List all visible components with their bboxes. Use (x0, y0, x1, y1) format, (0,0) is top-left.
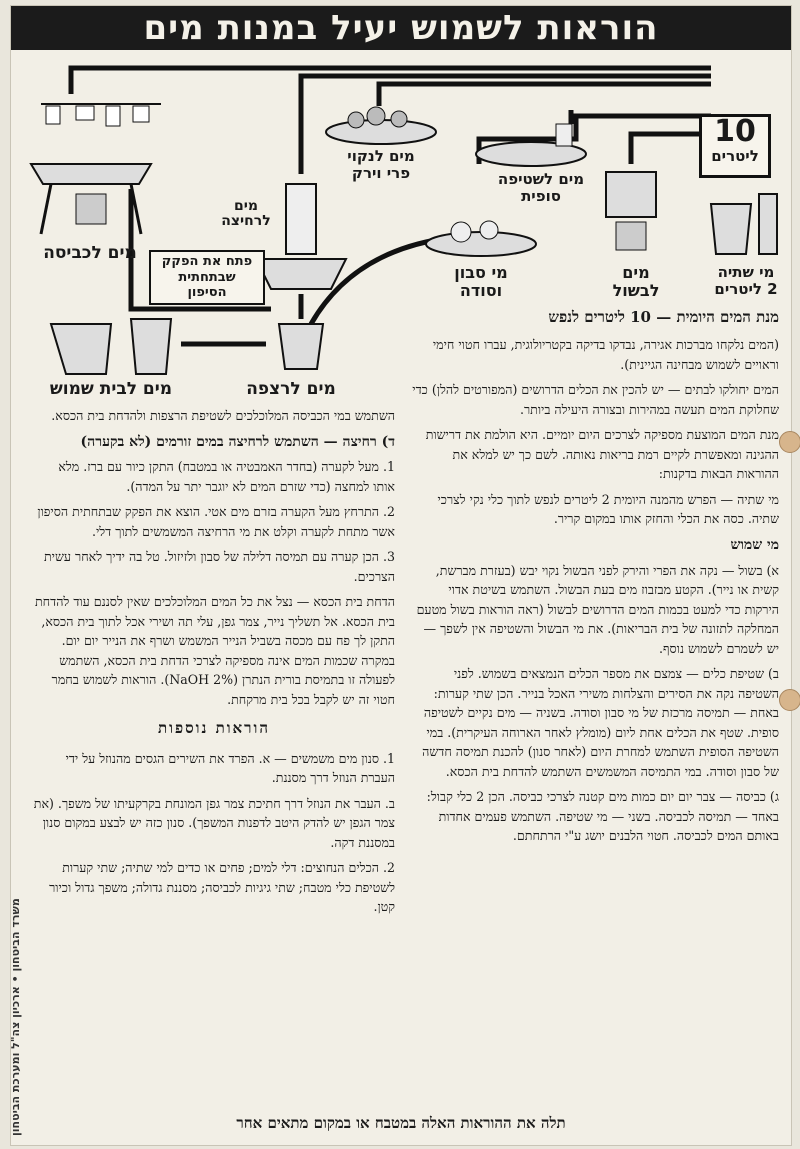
drinking-bottle (759, 194, 777, 254)
ten-liters-box (699, 114, 771, 178)
toilet-bowl (51, 324, 111, 374)
binder-hole (779, 689, 800, 711)
extra-instruction-2: 2. הכלים הנחוצים: דלי למים; פחים או כדים למי שתיה; שתי קערות לשטיפת כלי מטבח; שתי גיגיות לכביסה; מסננת גדולה; משפך גדול וכיור קטן. (49, 860, 395, 915)
sufficiency-paragraph: מנת המים המוצעת מספיקה לצרכים היום יומיים. היא הולמת את דרישות ההגינה ומאפשרת לקיים רמת בריאות נאותה. לשם כך יש למלא את ההוראות הבאות בדקנות: (425, 427, 779, 482)
toilet-flush-paragraph: הדחת בית הכסא — נצל את כל המים המלוכלכים שאין לסננם עוד להדחת בית הכסא. אל תשליך נייר, צמר גפן, עלי תה ושירי אכל לתוך בית הכסא, התקן לך פח עם מכסה בשביל הנייר המשמש ושרף את הנייר יום יום. במקרה שכמות המים אינה מספיקה לצרכי הדחת בית הכסא, השתמש לפעולה זו בתמיסת בורית הנתרן (2% NaOH). הוראות לשמוש בחמר חטוי זה יש לקבל בכל בית מרקחת. (35, 594, 395, 707)
extra-instruction-1: 1. סנון מים משמשים — א. הפרד את השירים הגסים מהנוזל על ידי העברת הנוזל דרך מסננת. (65, 750, 395, 786)
label-drinking: מי שתיה 2 ליטרים (714, 263, 778, 298)
label-floor: מים לרצפה (246, 379, 336, 399)
right-column (411, 306, 779, 852)
cooking-paragraph: א) בשול — נקה את הפרי והירק לפני הבשול נקוי יבש (בעזרת מברשת, קשית או נייר). הקטע מבזבוז מים בעת הבשול. השתמש בשיטת אדוי הירקות כדי למעט בכמות המים הדרושים לבשול (ראה הוראות בשול מטעם המחלקה לתזונה של בית הבריאות). את מי הבשול והשטיפה אין לשפך — יש לשמרם לשמוש נוסף. (416, 562, 779, 656)
label-washing: מים לרחיצה (221, 198, 271, 230)
pipe-to-laundry-line (71, 68, 711, 94)
label-rinsing: מים לשטיפה סופית (497, 170, 585, 205)
document-page (10, 5, 792, 1146)
cooking-pot (606, 172, 656, 217)
laundry-stove (76, 194, 106, 224)
soap-bowl (426, 232, 536, 256)
laundry-paragraph: ג) כביסה — צבר יום יום כמות מים קטנה לצרכי כביסה. הכן 2 כלי קבול: באחד — תמיסה לכביסה. בשני — מי שטיפה. השתמש פעמים אחדות באותם המים לכביסה. חטוי הלבנים יושג ע"י הרתחתם. (426, 789, 779, 844)
left-column (33, 406, 395, 923)
laundry-item-1 (46, 106, 60, 124)
ten-liters-unit: ליטרים (711, 147, 759, 165)
dishes-paragraph: ב) שטיפת כלים — צמצם את מספר הכלים הנמצאים בשמוש. לפני השטיפה נקה את הסירים והצלחות משירי האכל בנייר. הכן שתי קערות: באחת — תמיסה מרכזת של מי סבון וסודה. בשניה — מים נקיים לשטיפה סופית. שטף את הכלים אחת ליום (מומלץ לאחר הארוחה העיקרית). במי השטיפה הסופית השתמש למחרת היום (לאחר סנון) להכנת תמיסה חדשה של סבון וסודה. במי התמיסה המשמשים השתמש להדחת בית הכסא. (422, 666, 779, 779)
label-cooking: מים לבשול (612, 263, 660, 300)
label-produce: מים לנקוי פרי וירק (347, 147, 415, 182)
wash-basin (256, 259, 346, 289)
washing-step-1: 1. מעל לקערה (בחדר האמבטיה או במטבח) התקן כיור עם ברז. מלא אותו למחצה (כדי שזרם המים לא יוגבר יתר על המדה). (58, 459, 395, 494)
water-container (286, 184, 316, 254)
laundry-item-3 (106, 106, 120, 126)
daily-ration-text: (המים נלקחו מברכות אגירה, נבדקו בדיקה בקטריולוגית, עברו חטוי חימי וראויים לשמוש מבחינה הגיינית). (432, 337, 779, 372)
pipe-to-produce-line (379, 84, 711, 106)
drinking-paragraph: מי שתיה — הפרש מהמנה היומית 2 ליטרים לנפש לתוך כלי נקי לצרכי שתיה. כסה את הכלי והחזק אותו במקום קריר. (437, 491, 779, 527)
footer-instruction: תלה את ההוראות האלה במטבח או במקום מתאים אחר (236, 1114, 566, 1132)
washing-step-2: 2. התרחץ מעל הקערה בזרם מים אטי. הוצא את הפקק שבתחתית הסיפון אשר מתחת לקערה וקלט את מי הרחיצה המשמשים לתוך דלי. (37, 504, 395, 539)
washing-heading: ד) רחיצה — השתמש לרחיצה במים זורמים (לא בקערה) (80, 433, 395, 450)
laundry-tail-paragraph: השתמש במי הכביסה המלוכלכים לשטיפת הרצפות ולהדחת בית הכסא. (51, 408, 395, 423)
archive-side-text: משרד הביטחון • ארכיון צה"ל ומערכת הביטחון (9, 898, 22, 1136)
label-soap: מי סבון וסודה (454, 263, 508, 300)
siphon-callout: פתח את הפקק שבתחתית הסיפון (149, 250, 265, 305)
drinking-jug (711, 204, 751, 254)
laundry-tub (31, 164, 151, 184)
use-water-heading: מי שמוש (730, 536, 779, 553)
laundry-item-2 (76, 106, 94, 120)
toilet-pitcher (131, 319, 171, 374)
binder-hole (779, 431, 800, 453)
laundry-item-4 (133, 106, 149, 122)
distribution-paragraph: המים יחולקו לבתים — יש להכין את הכלים הדרושים (המפורטים להלן) כדי שחלוקת המים תעשה במהירות ובצורה היעילה ביותר. (412, 382, 779, 417)
floor-bucket (279, 324, 323, 369)
label-toilet: מים לבית שמוש (49, 379, 173, 399)
washing-step-3: 3. הכן קערה עם תמיסה דלילה של סבון ולזיזול. טל בה ידיך לאחר עשית הצרכים. (44, 549, 395, 584)
extra-instruction-1b: ב. העבר את הנוזל דרך חתיכת צמר גפן המונחת בקרקעיתו של משפך. (את צמר הגפן יש להדק היטב לדפנות המשפך). סנון כזה יש לבצע במקום סנון במסננת דקה. (33, 795, 395, 850)
ten-liters-number: 10 (714, 114, 756, 149)
daily-ration-heading: מנת המים היומית — 10 ליטרים לנפש (548, 308, 779, 326)
page-title: הוראות לשמוש יעיל במנות מים (11, 6, 791, 50)
label-laundry: מים לכביסה (43, 243, 137, 263)
extra-instructions-heading: הוראות נוספות (157, 719, 271, 738)
cooking-stove (616, 222, 646, 250)
